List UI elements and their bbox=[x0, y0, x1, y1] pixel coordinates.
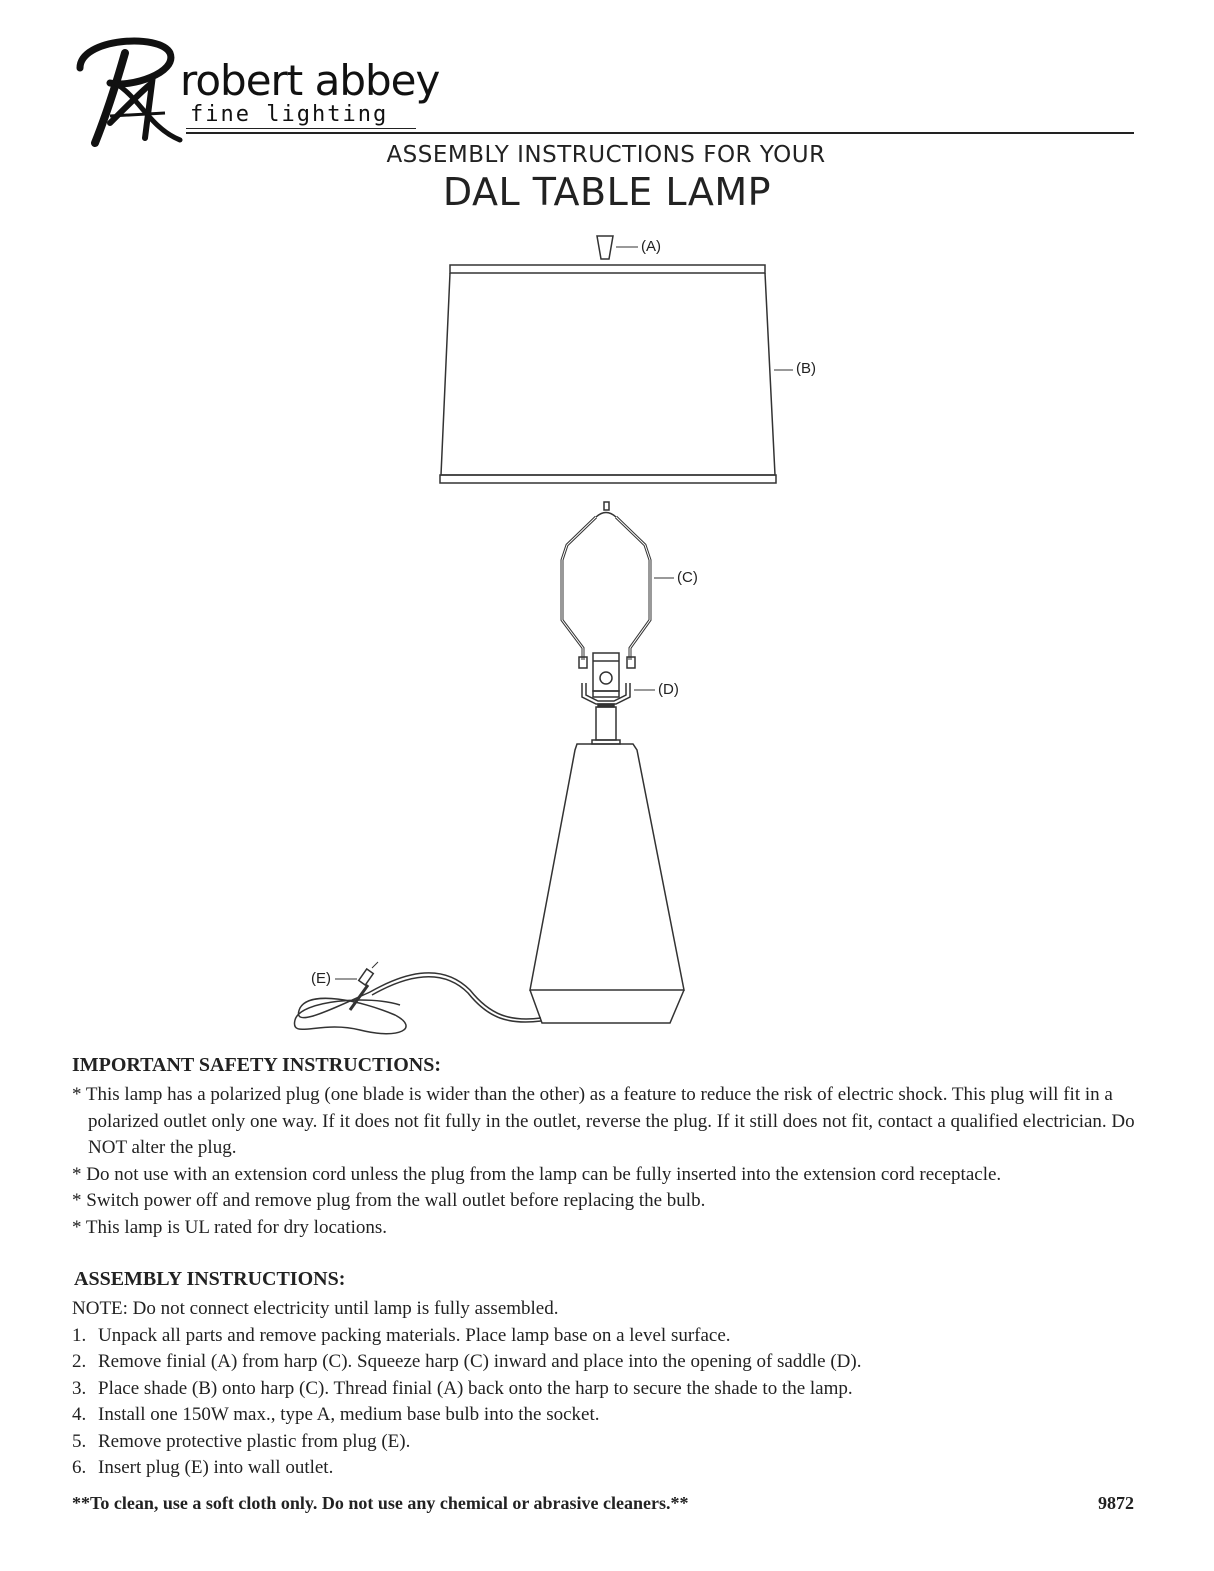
shade-part-b bbox=[440, 265, 793, 483]
safety-item: * This lamp has a polarized plug (one blade is wider than the other) as a feature to reduce the risk of electric shock. This plug will fit in a polarized outlet only one way. If it does not fit fully in the outlet, reverse the plug. If it still does not fit, contact a qualified electrician. Do NOT alter the plug. bbox=[72, 1084, 1135, 1158]
safety-item: * Do not use with an extension cord unless the plug from the lamp can be fully inserted into the extension cord receptacle. bbox=[72, 1163, 1002, 1185]
label-part-d: (D) bbox=[658, 681, 679, 698]
assembly-step: 2. Remove finial (A) from harp (C). Squeeze harp (C) inward and place into the opening of saddle (D). bbox=[72, 1351, 862, 1372]
assembly-step: 3. Place shade (B) onto harp (C). Thread finial (A) back onto the harp to secure the shade to the lamp. bbox=[72, 1377, 853, 1399]
assembly-step: 4. Install one 150W max., type A, medium base bulb into the socket. bbox=[72, 1404, 600, 1425]
assembly-list bbox=[72, 1296, 1152, 1482]
cord-plug-part-e bbox=[294, 962, 541, 1034]
assembly-step: 5. Remove protective plastic from plug (E). bbox=[72, 1430, 411, 1452]
document-title: DAL TABLE LAMP bbox=[442, 170, 772, 214]
assembly-step: 1. Unpack all parts and remove packing materials. Place lamp base on a level surface. bbox=[72, 1324, 731, 1346]
label-part-b: (B) bbox=[796, 360, 816, 377]
label-part-a: (A) bbox=[641, 238, 661, 255]
safety-item: * Switch power off and remove plug from the wall outlet before replacing the bulb. bbox=[72, 1190, 706, 1211]
harp-part-c bbox=[562, 502, 674, 668]
label-part-e: (E) bbox=[311, 970, 331, 987]
safety-item: * This lamp is UL rated for dry locations. bbox=[72, 1216, 388, 1238]
care-note: **To clean, use a soft cloth only. Do not use any chemical or abrasive cleaners.** bbox=[72, 1493, 689, 1513]
finial-part-a bbox=[597, 236, 638, 259]
model-number: 9872 bbox=[1098, 1493, 1134, 1513]
assembly-step: 6. Insert plug (E) into wall outlet. bbox=[72, 1457, 334, 1478]
assembly-note: NOTE: Do not connect electricity until lamp is fully assembled. bbox=[72, 1298, 559, 1319]
brand-name: robert abbey bbox=[180, 56, 440, 105]
document-subtitle: ASSEMBLY INSTRUCTIONS FOR YOUR bbox=[386, 142, 826, 168]
safety-list bbox=[72, 1082, 1152, 1241]
safety-heading: IMPORTANT SAFETY INSTRUCTIONS: bbox=[72, 1054, 441, 1076]
lamp-base bbox=[530, 707, 684, 1023]
saddle-part-d bbox=[582, 653, 655, 707]
assembly-heading: ASSEMBLY INSTRUCTIONS: bbox=[74, 1268, 346, 1290]
label-part-c: (C) bbox=[677, 569, 698, 586]
brand-tagline: fine lighting bbox=[190, 102, 389, 127]
